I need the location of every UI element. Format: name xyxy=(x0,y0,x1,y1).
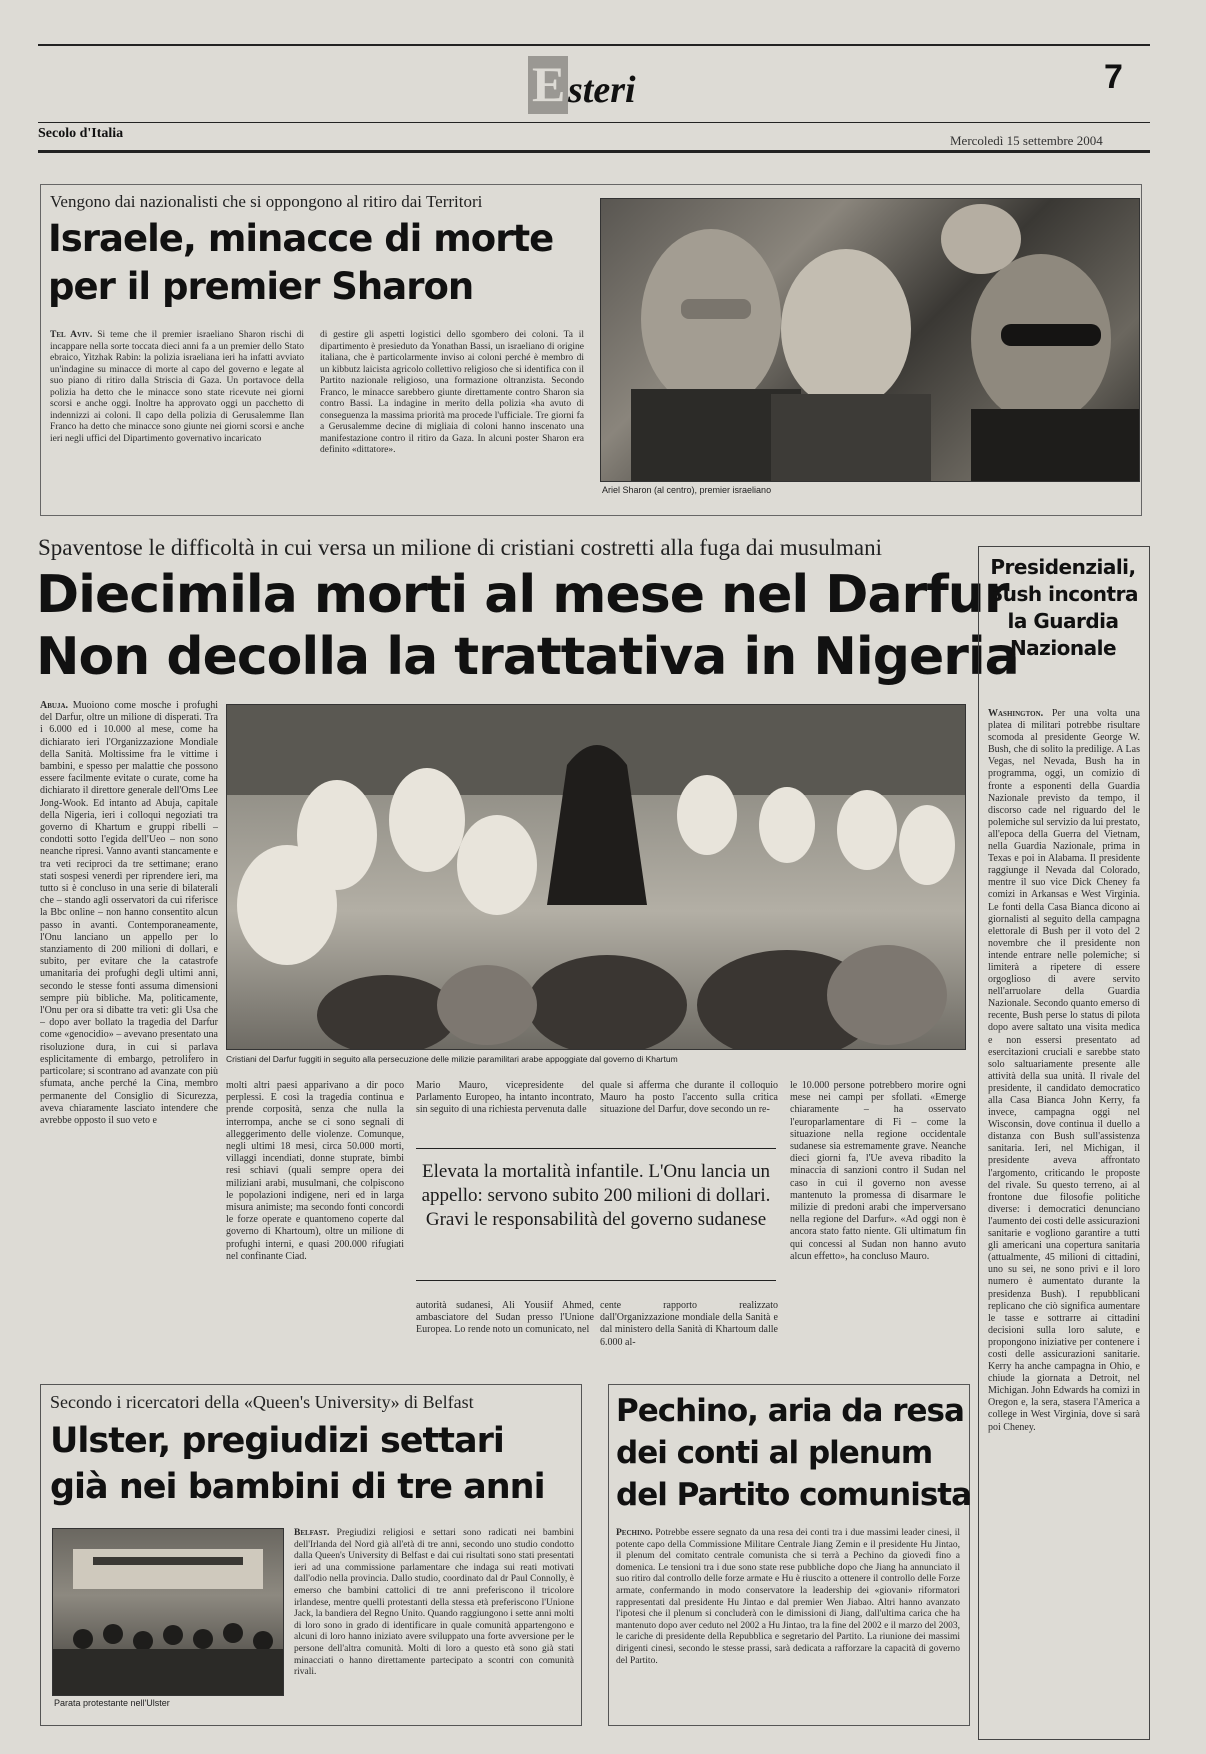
article-darfur-col2: molti altri paesi apparivano a dir poco perplessi. E così la tragedia continua e prende corposità, senza che nulla la interrompa, anche se ci sono segnali di alleggerimento delle violenze. Comunque, negli ultimi 18 mesi, circa 50.000 morti, villaggi incendiati, donne stuprate, bimbi resi schiavi (quali sempre opera dei miliziani arabi, musulmani, che colpiscono le popolazioni indigene, neri ed in larga misura animiste; ma secondo fonti concordi le forze operate e quantomeno coperte dal governo di Khartoum), oltre un milione di profughi interni, e quasi 200.000 rifugiati nel confinante Ciad. xyxy=(226,1080,404,1262)
article-pechino-dateline: Pechino. xyxy=(616,1528,656,1538)
article-israele-col2: di gestire gli aspetti logistici dello sgombero dei coloni. Ta il dipartimento è presieduto da Yonathan Bassi, un israeliano di origine italiana, che è particolarmente inviso ai coloni perché è membro di un kibbutz laicista agricolo collettivo religioso che si identifica con il Partito nazionale religioso, una formazione oltranzista. Secondo Franco, le minacce sarebbero giunte direttamente contro Sharon sia contro Bassi. La indagine in merito della polizia «ha avuto di conseguenza la massima priorità ma procede l'ufficiale. Tre giorni fa a Gerusalemme decine di migliaia di coloni hanno inscenato una manifestazione contro il ritiro da Gaza. In alcuni poster Sharon era definito «dittatore». xyxy=(320,330,584,455)
sharon-photo xyxy=(600,198,1140,482)
section-title: steri xyxy=(568,69,636,111)
masthead-rule xyxy=(38,122,1150,123)
sidebar-dateline: Washington. xyxy=(988,708,1052,719)
darfur-photo xyxy=(226,704,966,1050)
article-darfur-kicker: Spaventose le difficoltà in cui versa un milione di cristiani costretti alla fuga dai musulmani xyxy=(38,535,882,560)
section-initial: E xyxy=(532,56,566,112)
article-darfur-col3b: autorità sudanesi, Ali Yousiif Ahmed, ambasciatore del Sudan presso l'Unione Europea. Lo rende noto un comunicato, nel xyxy=(416,1300,594,1336)
article-pechino-headline-2: dei conti al plenum xyxy=(616,1435,933,1471)
top-rule xyxy=(38,44,1150,46)
article-israele-headline-1: Israele, minacce di morte xyxy=(48,217,554,260)
sharon-photo-figures xyxy=(601,199,1139,481)
article-darfur-col4: quale si afferma che durante il colloquio Mauro ha posto l'accento sulla critica situazione del Darfur, dove secondo un re- xyxy=(600,1080,778,1116)
article-darfur-col5: le 10.000 persone potrebbero morire ogni mese nei campi per sfollati. «Emerge chiaramente – ha osservato l'europarlamentare di Fi – come la situazione nella regione occidentale sudanese sia estremamente grave. Neanche dieci giorni fa, l'Ue aveva ribadito la minaccia di sanzioni contro il Sudan nel caso in cui il governo non avesse mantenuto la promessa di disarmare le milizie di predoni arabi che imperversano nella regione del Darfur». «Ad oggi non è ancora stato fatto niente. Gli ultimatum fin qui concessi al Sudan non hanno avuto alcun effetto», ha concluso Mauro. xyxy=(790,1080,966,1262)
article-pechino-headline-3: del Partito comunista xyxy=(616,1477,972,1513)
article-darfur-col1-text: Muoiono come mosche i profughi del Darfur, oltre un milione di disperati. Tra i 6.000 ed i 10.000 al mese, come ha dichiarato ieri l'Organizzazione Mondiale della Sanità. Moltissime fra le vittime i bambini, e spesso per malattie che possono essere facilmente evitate o curate, come ha dichiarato il direttore generale dell'Oms Lee Jong-Wook. Ed intanto ad Abuja, capitale della Nigeria, ieri i colloqui negoziati tra governo di Khartum e gruppi ribelli – condotti sotto l'egida dell'Ueo – non sono neanche ripresi. Vanno avanti stancamente e tra veti reciproci da tre settimane; erano stati sospesi venerdì per riprendere ieri, ma tutto si è concluso in una serie di bilaterali che – stando agli osservatori da cui riferisce la Bbc online – non hanno consentito alcun passo in avanti. Contemporaneamente, l'Onu lanciano un appello per lo stanziamento di 200 milioni di dollari, e subito, per evitare che la catastrofe umanitaria dei profughi degli ultimi anni, secondo le stesse fonti assuma dimensioni sempre più bibliche. Ma, politicamente, l'Onu per ora si dibatte tra veti: gli Usa che – dopo aver bollato la tragedia del Darfur come «genocidio» – avevano presentato una risoluzione dura, in cui si parlava esplicitamente di embargo, petrolifero in particolare; si scontrano ad avanzate con più sfumata, anche perché la Cina, membro permanente del Consiglio di Sicurezza, aveva chiaramente lasciato intendere che avrebbe opposto il suo veto e xyxy=(40,700,218,1126)
paper-name: Secolo d'Italia xyxy=(38,126,124,141)
pullquote-bottom-rule xyxy=(416,1280,776,1281)
article-israele-kicker: Vengono dai nazionalisti che si oppongono al ritiro dai Territori xyxy=(50,192,483,211)
article-darfur-dateline: Abuja. xyxy=(40,700,73,711)
article-darfur-headline-2: Non decolla la trattativa in Nigeria xyxy=(36,627,1019,687)
sidebar-body: Per una volta una platea di militari potrebbe risultare scomoda al presidente George W. Bush, che di solito la predilige. A Las Vegas, nel Nevada, Bush ha in programma, oggi, un comizio di fronte a esponenti della Guardia Nazionale previsto da tempo, il discorso cade nel riguardo del le polemiche sul servizio da lui prestato, all'epoca della Guerra del Vietnam, nella Guardia Nazionale, prima in Texas e poi in Alabama. Il presidente raggiunge il Nevada dal Colorado, mentre il suo vice Dick Cheney fa comizi in Arkansas e West Virginia. Le fonti della Casa Bianca dicono ai giornalisti al seguito della campagna elettorale di Bush per il voto del 2 novembre che il presidente non intende entrare nelle polemiche; si limiterà a ripetere di essere orgoglioso di avere servito nell'arruolare della Guardia Nazionale. Secondo quanto emerso di recente, Bush perse lo status di pilota dopo avere saltato una visita medica e non essersi presentato ad esercitazioni cruciali e sarebbe stato solo saltuariamente presente alle attività della sua unità. Il rivale del presidente, il candidato democratico alla Casa Bianca John Kerry, fa invece, campagna oggi nel Wisconsin, dove continua il duello a distanza con Bush sull'assistenza sanitaria. Ieri, nel Michigan, il presidente aveva affrontato l'argomento, criticando le proposte del rivale. Su questo terreno, ai al frontone due filosofie politiche diverse: i democratici denunciano l'aumento dei costi delle assicurazioni sanitarie e vogliono garantire a tutti gli americani una copertura sanitaria (attualmente, 45 milioni di cittadini, uno su sei, ne sono privi e il loro numero è aumentato durante la presidenza Bush). I repubblicani replicano che ciò significa aumentare le tasse e sottrarre ai cittadini decisioni sulla loro salute, e propongono iniziative per contenere i costi delle assicurazioni sanitarie. Kerry ha anche campagna in Ohio, e chiude la giornata a Detroit, nel Michigan. John Edwards ha comizi in Oregon e, la sera, stasera l'America a college in West Virginia, dove si sarà poi Cheney. xyxy=(988,708,1140,1433)
page-number: 7 xyxy=(1104,58,1123,96)
article-israele-col1-text: Si teme che il premier israeliano Sharon rischi di incappare nella sorte toccata dieci anni fa a un premier dello Stato ebraico, Yitzhak Rabin: la polizia israeliana ieri ha infatti avviato un'indagine su minacce di morte al capo del governo e legate al suo piano di ritiro dalla Striscia di Gaza. Un portavoce della polizia ha detto che le minacce sono state ricevute nei giorni scorsi e anche oggi. Inoltre ha approvato oggi un pacchetto di indennizzi ai coloni. Il capo della polizia di Gerusalemme Ilan Franco ha detto che minacce sono giunte nei giorni scorsi e anche ieri negli uffici del Dipartimento governativo incaricato xyxy=(50,330,304,444)
article-ulster-body: Pregiudizi religiosi e settari sono radicati nei bambini dell'Irlanda del Nord già all'età di tre anni, secondo uno studio condotto dalla Queen's University di Belfast e dai cui risultati sono stati presentati ieri ad una commissione parlamentare che indaga sui reati motivati dall'odio nella provincia. Dallo studio, coordinato dal dr Paul Connolly, è emerso che bambini cattolici di tre anni preferiscono il tricolore irlandese, mentre quelli protestanti della stessa età preferiscono l'Unione Jack, la bandiera del Regno Unito. Quando raggiungono i sette anni molti di loro sono in grado di identificare in quale comunità appartengono e alcuni di loro hanno iniziato avere sviluppato una forte avversione per le persone dell'altra comunità. Molti di loro a questo età sono già stati minacciati o hanno direttamente partecipato a scontri con comunità rivali. xyxy=(294,1528,574,1678)
article-pechino-text xyxy=(616,1528,960,1716)
article-ulster-kicker: Secondo i ricercatori della «Queen's University» di Belfast xyxy=(50,1392,474,1412)
article-ulster-headline-1: Ulster, pregiudizi settari xyxy=(50,1421,504,1461)
darfur-photo-caption: Cristiani del Darfur fuggiti in seguito alla persecuzione delle milizie paramilitari arabe appoggiate dal governo di Khartum xyxy=(226,1054,678,1064)
darfur-photo-crowd xyxy=(227,705,965,1049)
article-ulster-dateline: Belfast. xyxy=(294,1528,337,1538)
masthead-bottom-rule xyxy=(38,150,1150,153)
article-pechino-headline-1: Pechino, aria da resa xyxy=(616,1393,964,1429)
article-darfur-col4b: cente rapporto realizzato dall'Organizzazione mondiale della Sanità e dal ministero della Sanità di Khartoum dalle 6.000 al- xyxy=(600,1300,778,1348)
ulster-photo-caption: Parata protestante nell'Ulster xyxy=(54,1698,170,1708)
article-israele-dateline: Tel Aviv. xyxy=(50,330,98,340)
article-darfur-col3: Mario Mauro, vicepresidente del Parlamento Europeo, ha intanto incontrato, sin seguito di una richiesta pervenuta dalle xyxy=(416,1080,594,1116)
issue-date: Mercoledì 15 settembre 2004 xyxy=(950,133,1103,148)
sidebar-text xyxy=(988,708,1140,1728)
article-israele-headline-2: per il premier Sharon xyxy=(48,265,474,308)
article-darfur-col1 xyxy=(40,700,218,1360)
ulster-photo xyxy=(52,1528,284,1696)
article-pechino-body: Potrebbe essere segnato da una resa dei conti tra i due massimi leader cinesi, il potente capo della Commissione Militare Centrale Jiang Zemin e il presidente Hu Jintao, il plenum del comitato centrale comunista che si terrà a Pechino da giovedì fino a domenica. Le tensioni tra i due sono state rese pubbliche dopo che Jiang ha annunciato il suo ritiro dal controllo delle forze armate e Hu è riuscito a ottenere il controllo delle Forze armate, confermando in modo conservatore la leadership dei «giovani» riformatori rappresentati dal presidente Hu Jintao e dal premier Wen Jiabao. Altri hanno avanzato l'ipotesi che il plenum si concluderà con le dimissioni di Jiang, dall'ultima carica che ha mantenuto dopo aver ceduto nel 2002 a Hu Jintao, tra la fine del 2002 e il marzo del 2003, le cariche di presidente della Repubblica e segretario del Partito. La riunione dei massimi dirigenti cinesi, secondo le stesse prassi, sarà dedicata a rafforzare la capacità di governo del Partito. xyxy=(616,1528,960,1666)
article-ulster-text xyxy=(294,1528,574,1716)
article-darfur-headline-1: Diecimila morti al mese nel Darfur xyxy=(36,565,1009,625)
ulster-photo-parade xyxy=(53,1529,283,1695)
pullquote-top-rule xyxy=(416,1148,776,1149)
sharon-photo-caption: Ariel Sharon (al centro), premier israeliano xyxy=(602,485,772,495)
sidebar-headline: Presidenziali, Bush incontra la Guardia Nazionale xyxy=(988,555,1138,660)
article-israele-col1 xyxy=(50,330,304,492)
article-ulster-headline-2: già nei bambini di tre anni xyxy=(50,1467,545,1507)
article-darfur-pullquote: Elevata la mortalità infantile. L'Onu lancia un appello: servono subito 200 milioni di dollari. Gravi le responsabilità del governo sudanese xyxy=(421,1161,771,1230)
section-logo xyxy=(528,52,668,122)
